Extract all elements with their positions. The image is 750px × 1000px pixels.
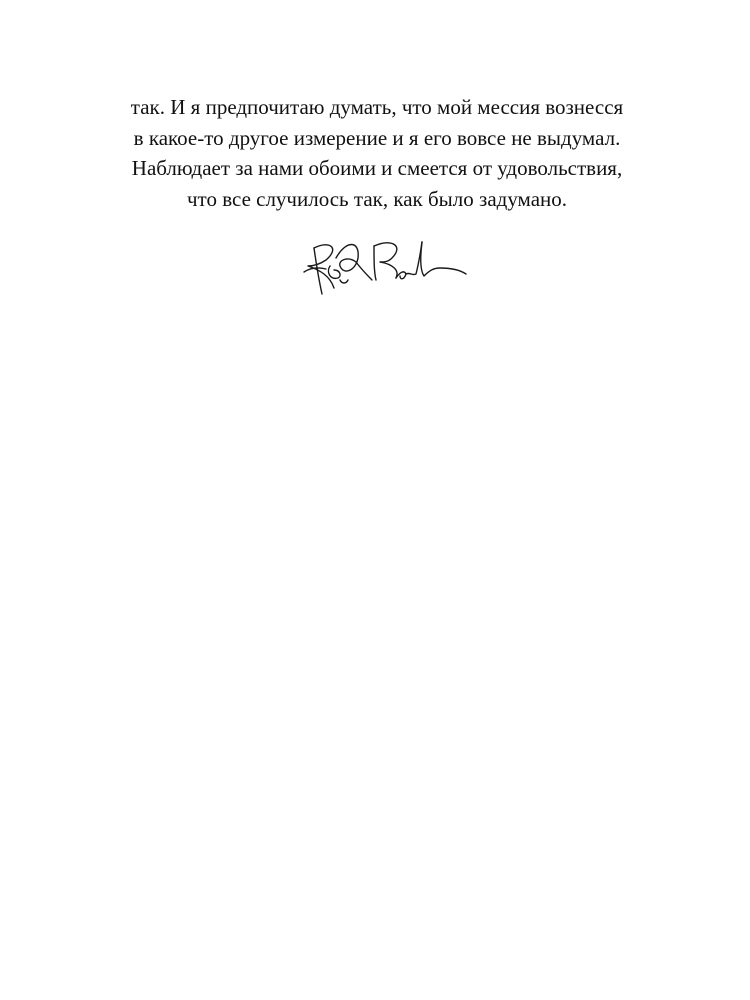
signature-icon: [300, 236, 470, 308]
signature-image: [300, 236, 470, 308]
body-paragraph: [92, 92, 662, 214]
text-line-3: Наблюдает за нами обоими и смеется от удовольствия,: [131, 156, 623, 180]
text-line-2: в какое-то другое измерение и я его вовсе не выдумал.: [133, 125, 621, 150]
text-line-4: что все случилось так, как было задумано.: [186, 186, 568, 211]
text-line-1: так. И я предпочитаю думать, что мой мессия вознесся: [130, 95, 624, 119]
